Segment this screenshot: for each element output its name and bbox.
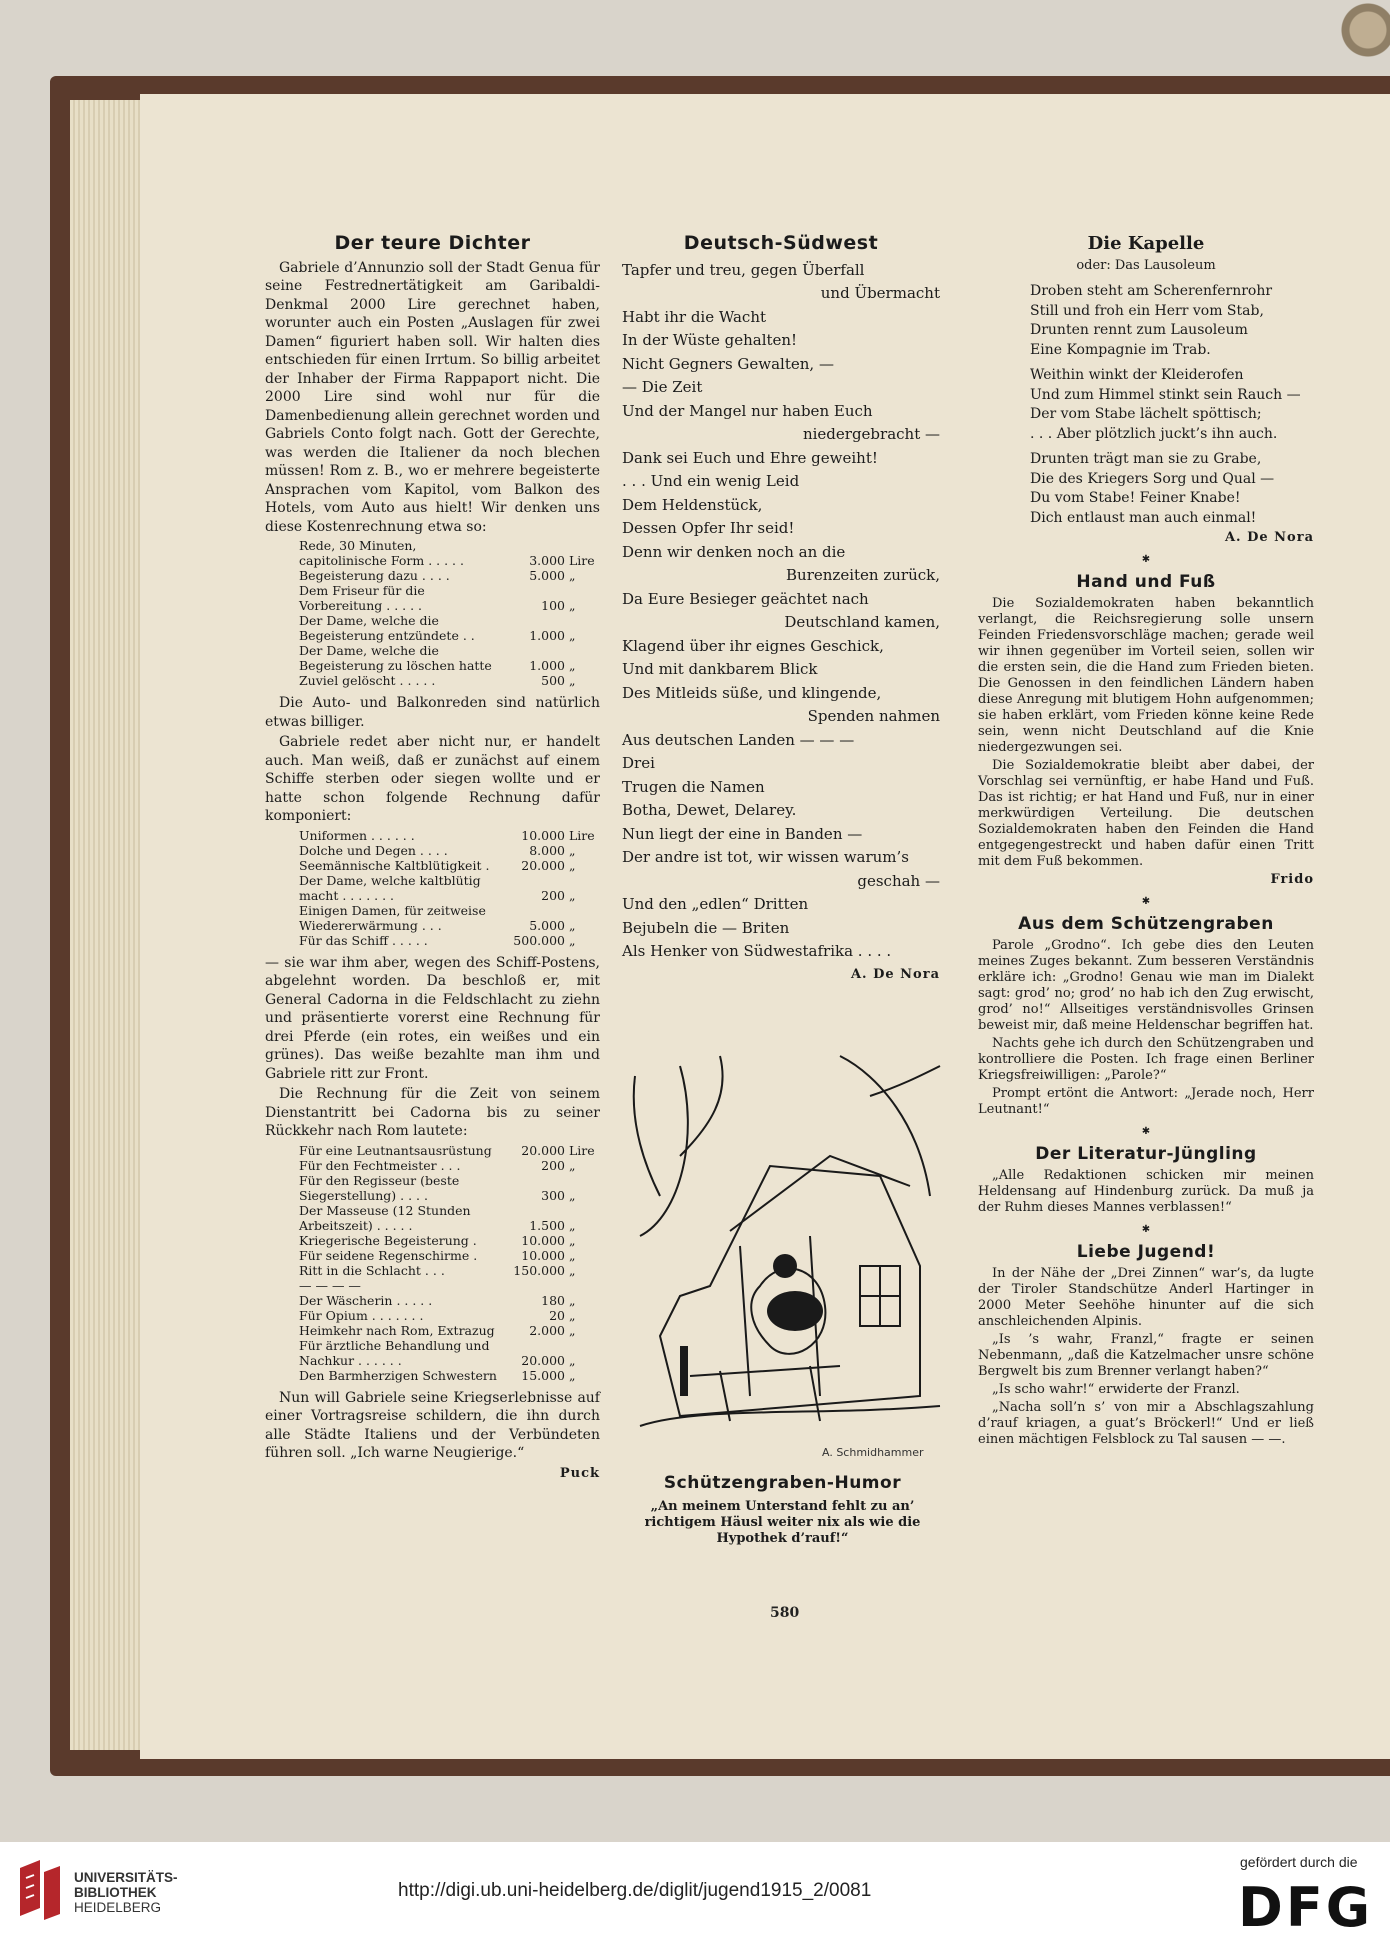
poem-line: niedergebracht — bbox=[802, 425, 940, 443]
cost-unit bbox=[565, 1278, 599, 1293]
article-paragraph: Die Auto- und Balkonreden sind natürlich etwas billiger. bbox=[265, 695, 600, 730]
page-edges bbox=[70, 100, 150, 1750]
poem-line: Tapfer und treu, gegen Überfall bbox=[622, 260, 865, 279]
article-paragraph: Die Rechnung für die Zeit von seinem Dienstantritt bei Cadorna bis zu seiner Rückkehr nach Rom lautete: bbox=[265, 1086, 600, 1139]
article-paragraph: „Is ’s wahr, Franzl,“ fragte er seinen Nebenmann, „daß die Katzelmacher unsre schöne Bergwelt bis zum Brenner verlangt haben?“ bbox=[978, 1332, 1314, 1379]
cost-row bbox=[299, 1278, 599, 1293]
cost-value: 8.000 bbox=[529, 842, 565, 858]
cost-unit: „ bbox=[569, 1187, 576, 1203]
cost-unit: „ bbox=[569, 842, 576, 858]
poem-line: Still und froh ein Herr vom Stab, bbox=[1030, 302, 1264, 319]
cost-item: Heimkehr nach Rom, Extrazug bbox=[299, 1322, 495, 1338]
poem-line: Klagend über ihr eignes Geschick, bbox=[622, 636, 884, 655]
cost-unit: „ bbox=[569, 1232, 576, 1248]
cost-row bbox=[299, 1368, 599, 1383]
cost-row bbox=[299, 538, 599, 568]
article-title-jugend: Liebe Jugend! bbox=[1076, 1242, 1216, 1262]
cost-item: Für Opium . . . . . . . bbox=[299, 1307, 424, 1323]
cost-value: 3.000 bbox=[529, 553, 565, 568]
cost-row bbox=[299, 673, 599, 688]
poem-kapelle-body bbox=[978, 282, 1314, 528]
article-paragraph: „Alle Redaktionen schicken mir meinen Heldensang auf Hindenburg zurück. Da muß ja der Ruhm dieses Mannes verblassen!“ bbox=[978, 1168, 1314, 1215]
page-number: 580 bbox=[770, 1605, 800, 1621]
article-paragraph: Nun will Gabriele seine Kriegserlebnisse auf einer Vortragsreise schildern, die ihn durch alle Städte Italiens und der Verbündeten führen soll. „Ich warne Neugierige.“ bbox=[265, 1389, 600, 1461]
cost-item: Für ärztliche Behandlung und Nachkur . . . . . . bbox=[299, 1337, 490, 1368]
poem-title: Deutsch-Südwest bbox=[683, 232, 879, 254]
cost-item: Kriegerische Begeisterung . bbox=[299, 1232, 477, 1248]
cost-value: 5.000 bbox=[529, 568, 565, 583]
cost-unit: „ bbox=[569, 1352, 576, 1368]
cost-row bbox=[299, 828, 599, 843]
poem-line: Habt ihr die Wacht bbox=[622, 307, 767, 326]
cost-unit: Lire bbox=[569, 827, 595, 843]
poem-line: Botha, Dewet, Delarey. bbox=[622, 801, 797, 819]
permalink-url[interactable]: http://digi.ub.uni-heidelberg.de/diglit/jugend1915_2/0081 bbox=[398, 1880, 872, 1901]
cost-item: Der Masseuse (12 Stunden Arbeitszeit) . . . . . bbox=[299, 1202, 471, 1233]
author-signature: A. De Nora bbox=[1224, 530, 1314, 545]
poem-line: Du vom Stabe! Feiner Knabe! bbox=[1030, 490, 1241, 506]
cost-unit: „ bbox=[569, 1217, 576, 1233]
cost-unit: Lire bbox=[569, 1142, 595, 1158]
poem-line: Die des Kriegers Sorg und Qual — bbox=[1030, 470, 1275, 487]
poem-line: . . . Aber plötzlich juckt’s ihn auch. bbox=[1030, 425, 1278, 442]
cost-unit: „ bbox=[569, 917, 576, 933]
illustration-credit: A. Schmidhammer bbox=[822, 1446, 924, 1459]
article-paragraph: Prompt ertönt die Antwort: „Jerade noch, Herr Leutnant!“ bbox=[978, 1086, 1314, 1117]
poem-line: Da Eure Besieger geächtet nach bbox=[622, 589, 869, 608]
poem-subtitle: oder: Das Lausoleum bbox=[1076, 258, 1216, 273]
article-paragraph: — sie war ihm aber, wegen des Schiff-Postens, abgelehnt worden. Da beschloß er, mit General Cadorna in die Feldschlacht zu ziehn und präsentierte vorerst eine Rechnung für drei Pferde (ein rotes, ein weißes und ein grünes). Das weiße bezahlte man ihm und Gabriele ritt zur Front. bbox=[265, 954, 600, 1082]
cost-row bbox=[299, 613, 599, 643]
cost-value: 200 bbox=[541, 887, 565, 903]
cost-value: 300 bbox=[541, 1187, 565, 1203]
cost-value: 15.000 bbox=[521, 1367, 565, 1383]
cost-item: Dolche und Degen . . . . bbox=[299, 842, 448, 858]
cost-unit: „ bbox=[569, 673, 576, 688]
cost-unit: „ bbox=[569, 568, 576, 583]
humor-caption bbox=[615, 1474, 950, 1549]
poem-line: Der andre ist tot, wir wissen warum’s bbox=[622, 848, 909, 866]
poem-title-kapelle: Die Kapelle bbox=[1087, 233, 1205, 254]
poem-line: Weithin winkt der Kleiderofen bbox=[1030, 367, 1244, 383]
article-title-hand: Hand und Fuß bbox=[1076, 572, 1216, 592]
cost-value: 2.000 bbox=[529, 1322, 565, 1338]
cost-item: Der Dame, welche die Begeisterung entzündete . . bbox=[299, 613, 475, 643]
cost-value: 500 bbox=[541, 673, 565, 688]
library-name[interactable] bbox=[74, 1870, 178, 1915]
poem-line: Dich entlaust man auch einmal! bbox=[1030, 509, 1257, 526]
cost-value: 10.000 bbox=[521, 1247, 565, 1263]
cost-row bbox=[299, 568, 599, 583]
article-title-literatur: Der Literatur-Jüngling bbox=[1035, 1144, 1257, 1164]
cost-value: 500.000 bbox=[513, 932, 565, 948]
article-paragraph: Gabriele d’Annunzio soll der Stadt Genua für seine Festrednertätigkeit am Garibaldi-Denkmal 2000 Lire gerechnet haben, worunter auch ein Posten „Auslagen für zwei Damen“ figuriert haben soll. Wir halten dies entschieden für einen Irrtum. So billig arbeitet der Inhaber der Firma Rappaport nicht. Die 2000 Lire sind wohl nur für die Damenbedienung allein gerechnet worden und Gabriels Conto folgt nach. Gott der Gerechte, was werden die Italiener da noch blechen müssen! Rom z. B., wo er mehrere begeisterte Ansprachen vom Kapitol, vom Balkon des Hotels, vom Auto aus hielt! Wir denken uns diese Kostenrechnung etwa so: bbox=[265, 259, 600, 535]
cost-item: Rede, 30 Minuten, capitolinische Form . . . . . bbox=[299, 538, 464, 568]
separator-star: ✱ bbox=[1141, 554, 1151, 565]
poem-line: Bejubeln die — Briten bbox=[622, 918, 790, 937]
cost-item: Uniformen . . . . . . bbox=[299, 827, 415, 843]
cost-row bbox=[299, 1158, 599, 1173]
cost-item: Der Dame, welche kaltblütig macht . . . . . . . bbox=[299, 872, 481, 903]
cost-unit: „ bbox=[569, 628, 576, 643]
poem-line: Als Henker von Südwestafrika . . . . bbox=[622, 942, 892, 960]
poem-line: Denn wir denken noch an die bbox=[622, 542, 846, 561]
poem-line: Droben steht am Scherenfernrohr bbox=[1030, 283, 1273, 299]
poem-line: . . . Und ein wenig Leid bbox=[622, 472, 800, 490]
cost-unit: „ bbox=[569, 887, 576, 903]
cost-unit: „ bbox=[569, 857, 576, 873]
author-signature: A. De Nora bbox=[850, 966, 940, 982]
cost-row bbox=[299, 903, 599, 933]
separator-star: ✱ bbox=[1141, 1224, 1151, 1235]
article-paragraph: „Nacha soll’n s’ von mir a Abschlagszahlung d’rauf kriagen, a guat’s Bröckerl!“ Und er ließ einen mächtigen Felsblock zu Tal sausen — —. bbox=[978, 1400, 1314, 1447]
poem-line: Aus deutschen Landen — — — bbox=[622, 730, 855, 749]
cost-value bbox=[503, 1278, 565, 1293]
cost-table-ship bbox=[299, 828, 599, 948]
article-paragraph: Die Sozialdemokraten haben bekanntlich verlangt, die Reichsregierung solle unsern Feinden Friedensvorschläge machen; gerade weil wir ihnen gegenüber im Vorteil seien, sollen wir die ersten sein, die die Hand zum Frieden bieten. Die Genossen in den feindlichen Ländern haben diese Anregung mit blutigem Hohn aufgenommen; sie haben erklärt, vom Frieden könne keine Rede sein, wenn nicht Deutschland auf die Knie niedergezwungen sei. bbox=[978, 596, 1314, 755]
article-paragraph: „Is scho wahr!“ erwiderte der Franzl. bbox=[992, 1382, 1240, 1397]
cost-value: 20.000 bbox=[521, 857, 565, 873]
cost-row bbox=[299, 1308, 599, 1323]
column-right bbox=[978, 233, 1314, 1450]
cost-unit: „ bbox=[569, 598, 576, 613]
cost-item: Seemännische Kaltblütigkeit . bbox=[299, 857, 490, 873]
cost-item: Für den Regisseur (beste Siegerstellung) . . . . bbox=[299, 1172, 460, 1203]
separator-star: ✱ bbox=[1141, 1126, 1151, 1137]
cost-value: 10.000 bbox=[521, 1232, 565, 1248]
cost-value: 100 bbox=[541, 598, 565, 613]
cost-item: Der Wäscherin . . . . . bbox=[299, 1292, 433, 1308]
cost-row bbox=[299, 1173, 599, 1203]
cost-value: 20.000 bbox=[521, 1142, 565, 1158]
cost-row bbox=[299, 643, 599, 673]
article-paragraph: Nachts gehe ich durch den Schützengraben und kontrolliere die Posten. Ich frage einen Berliner Kriegsfreiwilligen: „Parole?“ bbox=[978, 1036, 1314, 1083]
cost-row bbox=[299, 1203, 599, 1233]
cost-row bbox=[299, 1143, 599, 1158]
poem-line: Dessen Opfer Ihr seid! bbox=[622, 519, 795, 537]
article-title: Der teure Dichter bbox=[334, 232, 531, 254]
poem-line: Dank sei Euch und Ehre geweiht! bbox=[622, 448, 878, 467]
library-line: HEIDELBERG bbox=[74, 1900, 162, 1915]
cost-row bbox=[299, 1293, 599, 1308]
caption-title: Schützengraben-Humor bbox=[663, 1473, 902, 1493]
library-line: UNIVERSITÄTS- bbox=[74, 1870, 178, 1885]
university-library-logo-icon[interactable] bbox=[14, 1858, 64, 1922]
article-paragraph: Die Sozialdemokratie bleibt aber dabei, der Vorschlag sei vernünftig, er habe Hand und Fuß. Das ist richtig; er hat Hand und Fuß, nur in einer merkwürdigen Verteilung. Die deutschen Sozialdemokraten haben den Feinden die Hand entgegengestreckt und haben dafür einen Tritt mit dem Fuß bekommen. bbox=[978, 758, 1314, 869]
author-signature: Frido bbox=[1270, 872, 1314, 887]
cost-row bbox=[299, 873, 599, 903]
cost-unit: „ bbox=[569, 1322, 576, 1338]
poem-line: Und der Mangel nur haben Euch bbox=[622, 401, 873, 420]
cost-unit: „ bbox=[569, 932, 576, 948]
poem-line: Und den „edlen“ Dritten bbox=[622, 895, 809, 913]
poem-line: geschah — bbox=[857, 871, 940, 890]
cost-row bbox=[299, 1338, 599, 1368]
cost-unit: „ bbox=[569, 658, 576, 673]
cost-item: — — — — bbox=[299, 1277, 361, 1293]
cost-item: Für den Fechtmeister . . . bbox=[299, 1157, 461, 1173]
cost-unit: „ bbox=[569, 1247, 576, 1263]
caption-text: „An meinem Unterstand fehlt zu an’ richtigem Häusl weiter nix als wie die Hypothek d’rauf!“ bbox=[644, 1498, 921, 1546]
poem-line: Nun liegt der eine in Banden — bbox=[622, 824, 863, 843]
cost-unit: „ bbox=[569, 1367, 576, 1383]
cost-unit: „ bbox=[569, 1292, 576, 1308]
poem-line: Trugen die Namen bbox=[622, 777, 765, 796]
cost-unit: Lire bbox=[569, 553, 595, 568]
cost-value: 1.500 bbox=[529, 1217, 565, 1233]
column-der-teure-dichter bbox=[265, 234, 600, 1489]
article-title-graben: Aus dem Schützengraben bbox=[1018, 914, 1274, 934]
article-paragraph: Parole „Grodno“. Ich gebe dies den Leuten meines Zuges bekannt. Zum besseren Verständnis erkläre ich: „Grodno! Genau wie man im Dialekt sagt: grod’ no; grod’ no hab ich den Zug erwischt, grod’ no!“ Allseitiges verständnisvolles Grinsen beweist mir, daß meine Heldenschar begriffen hat. bbox=[978, 938, 1314, 1033]
poem-line: Des Mitleids süße, und klingende, bbox=[622, 683, 882, 702]
poem-line: Drei bbox=[622, 754, 655, 772]
poem-line: Und mit dankbarem Blick bbox=[622, 660, 818, 678]
cost-item: Den Barmherzigen Schwestern bbox=[299, 1367, 497, 1383]
cost-unit: „ bbox=[569, 1262, 576, 1278]
poem-line: In der Wüste gehalten! bbox=[622, 331, 798, 349]
poem-body bbox=[622, 259, 940, 964]
cost-item: Zuviel gelöscht . . . . . bbox=[299, 673, 436, 688]
cost-row bbox=[299, 1248, 599, 1263]
column-deutsch-suedwest bbox=[622, 234, 940, 990]
poem-line: Dem Heldenstück, bbox=[622, 495, 763, 514]
article-paragraph: In der Nähe der „Drei Zinnen“ war’s, da lugte der Tiroler Standschütze Anderl Hartinger in 2000 Meter Seehöhe hinunter auf die sich anschleichenden Alpinis. bbox=[978, 1266, 1314, 1329]
cost-row bbox=[299, 1323, 599, 1338]
cost-value: 1.000 bbox=[529, 658, 565, 673]
poem-line: Der vom Stabe lächelt spöttisch; bbox=[1030, 406, 1262, 422]
library-line: BIBLIOTHEK bbox=[74, 1885, 157, 1900]
viewer-footer bbox=[0, 1842, 1390, 1942]
cost-unit: „ bbox=[569, 1157, 576, 1173]
funding-label: gefördert durch die bbox=[1240, 1854, 1358, 1870]
poem-line: Eine Kompagnie im Trab. bbox=[1030, 341, 1211, 358]
article-paragraph: Gabriele redet aber nicht nur, er handelt auch. Man weiß, daß er zunächst auf einem Schiffe sterben oder siegen wollte und er hatte schon folgende Rechnung dafür komponiert: bbox=[265, 734, 600, 824]
cost-item: Für eine Leutnantsausrüstung bbox=[299, 1142, 492, 1158]
cost-row bbox=[299, 843, 599, 858]
cost-value: 1.000 bbox=[529, 628, 565, 643]
cost-value: 5.000 bbox=[529, 917, 565, 933]
cost-table-speech bbox=[299, 538, 599, 688]
cost-row bbox=[299, 858, 599, 873]
cost-table-front bbox=[299, 1143, 599, 1383]
poem-line: Burenzeiten zurück, bbox=[786, 566, 940, 584]
cost-item: Ritt in die Schlacht . . . bbox=[299, 1262, 445, 1278]
poem-line: Drunten rennt zum Lausoleum bbox=[1030, 322, 1248, 338]
cost-row bbox=[299, 583, 599, 613]
cost-value: 20 bbox=[549, 1307, 565, 1323]
separator-star: ✱ bbox=[1141, 896, 1151, 907]
poem-line: Drunten trägt man sie zu Grabe, bbox=[1030, 451, 1262, 467]
cost-item: Für das Schiff . . . . . bbox=[299, 932, 428, 948]
author-signature: Puck bbox=[559, 1465, 600, 1481]
cost-item: Einigen Damen, für zeitweise Wiedererwärmung . . . bbox=[299, 902, 486, 933]
cost-row bbox=[299, 1233, 599, 1248]
trench-illustration bbox=[620, 1036, 950, 1436]
poem-line: Nicht Gegners Gewalten, — bbox=[622, 354, 834, 373]
cost-item: Der Dame, welche die Begeisterung zu löschen hatte bbox=[299, 643, 492, 673]
poem-line: Deutschland kamen, bbox=[784, 613, 940, 631]
poem-line: Und zum Himmel stinkt sein Rauch — bbox=[1030, 386, 1301, 403]
poem-line: Spenden nahmen bbox=[807, 707, 940, 725]
poem-line: und Übermacht bbox=[820, 284, 940, 302]
cost-value: 180 bbox=[541, 1292, 565, 1308]
cost-value: 200 bbox=[541, 1157, 565, 1173]
cost-item: Begeisterung dazu . . . . bbox=[299, 568, 450, 583]
cost-value: 10.000 bbox=[521, 827, 565, 843]
cost-item: Für seidene Regenschirme . bbox=[299, 1247, 478, 1263]
cost-item: Dem Friseur für die Vorbereitung . . . . . bbox=[299, 583, 425, 613]
cost-unit: „ bbox=[569, 1307, 576, 1323]
book-clip bbox=[1338, 0, 1390, 80]
cost-value: 20.000 bbox=[521, 1352, 565, 1368]
cost-value: 150.000 bbox=[513, 1262, 565, 1278]
cost-row bbox=[299, 1263, 599, 1278]
dfg-logo[interactable]: DFG bbox=[1238, 1876, 1374, 1939]
poem-line: — Die Zeit bbox=[622, 378, 703, 396]
cost-row bbox=[299, 933, 599, 948]
